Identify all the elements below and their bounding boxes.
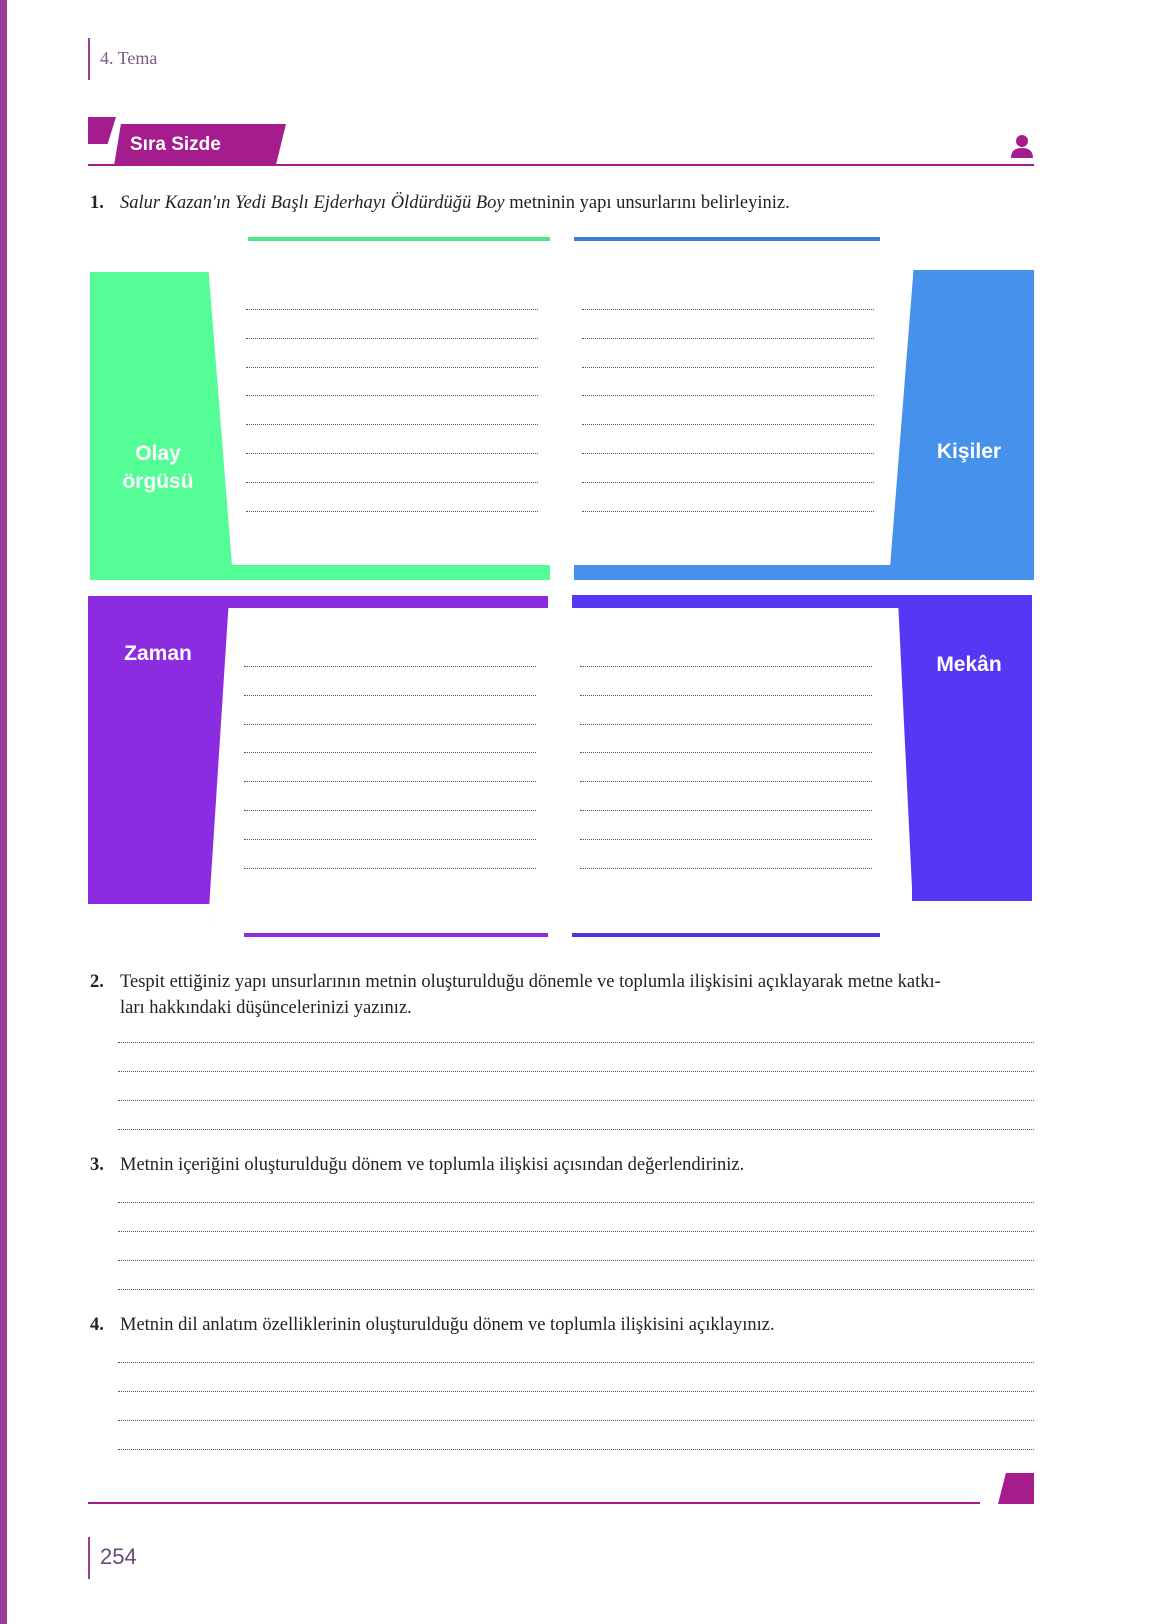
answer-card[interactable] <box>572 608 912 934</box>
answer-line <box>246 482 538 483</box>
section-banner-accent <box>88 117 116 144</box>
answer-line <box>246 511 538 512</box>
panel-bottom-bar <box>572 933 880 937</box>
question-2 <box>90 969 1040 1021</box>
answer-line[interactable] <box>118 1391 1034 1392</box>
answer-line <box>582 395 874 396</box>
question-text: metninin yapı unsurlarını belirleyiniz. <box>504 193 790 213</box>
answer-line <box>244 810 536 811</box>
answer-card[interactable] <box>208 241 550 565</box>
theme-label: 4. Tema <box>100 48 158 68</box>
page-number: 254 <box>100 1544 137 1569</box>
answer-line <box>244 724 536 725</box>
panel-label: Kişiler <box>936 440 1002 463</box>
answer-line[interactable] <box>118 1260 1034 1261</box>
answer-line[interactable] <box>118 1071 1034 1072</box>
answer-line <box>244 781 536 782</box>
question-number: 2. <box>90 972 104 992</box>
answer-line <box>582 424 874 425</box>
answer-line <box>580 839 872 840</box>
answer-line[interactable] <box>118 1289 1034 1290</box>
question-3 <box>90 1152 1040 1178</box>
answer-line[interactable] <box>118 1449 1034 1450</box>
question-4 <box>90 1312 1040 1338</box>
label-line: örgüsü <box>122 470 194 493</box>
section-underline <box>88 164 1034 166</box>
answer-line[interactable] <box>118 1202 1034 1203</box>
answer-line <box>580 752 872 753</box>
question-number: 4. <box>90 1315 104 1335</box>
panel-top-bar <box>248 237 550 241</box>
question-1 <box>90 190 1040 216</box>
panel-label: Zaman <box>124 642 192 665</box>
answer-line <box>244 868 536 869</box>
question-text: Metnin içeriğini oluşturulduğu dönem ve toplumla ilişkisi açısından değerlendiriniz. <box>120 1155 745 1175</box>
panel-label <box>110 440 206 496</box>
answer-line <box>580 695 872 696</box>
question-number: 3. <box>90 1155 104 1175</box>
answer-line[interactable] <box>118 1231 1034 1232</box>
answer-line <box>582 453 874 454</box>
answer-line[interactable] <box>118 1420 1034 1421</box>
answer-line <box>244 695 536 696</box>
question-text: Tespit ettiğiniz yapı unsurlarının metnin oluşturulduğu dönemle ve toplumla ilişkisini açıklayarak metne katkı- <box>120 972 941 992</box>
answer-line <box>244 839 536 840</box>
panel-label: Mekân <box>936 653 1002 676</box>
answer-line[interactable] <box>118 1129 1034 1130</box>
answer-line <box>244 752 536 753</box>
label-line: Olay <box>135 442 181 465</box>
answer-line <box>582 482 874 483</box>
answer-line <box>244 666 536 667</box>
answer-line <box>246 453 538 454</box>
answer-line <box>580 666 872 667</box>
answer-line <box>580 810 872 811</box>
footer-tab <box>998 1473 1034 1504</box>
panel-bottom-bar <box>244 933 548 937</box>
answer-line <box>246 367 538 368</box>
answer-line <box>246 395 538 396</box>
answer-line <box>582 367 874 368</box>
answer-line <box>582 511 874 512</box>
question-text: Metnin dil anlatım özelliklerinin oluşturulduğu dönem ve toplumla ilişkisini açıklayınız. <box>120 1315 775 1335</box>
answer-line <box>582 309 874 310</box>
answer-line <box>580 724 872 725</box>
answer-line <box>246 309 538 310</box>
answer-line <box>580 868 872 869</box>
answer-line[interactable] <box>118 1100 1034 1101</box>
answer-line[interactable] <box>118 1042 1034 1043</box>
question-text: ları hakkındaki düşüncelerinizi yazınız. <box>120 998 412 1018</box>
answer-line <box>246 424 538 425</box>
answer-line <box>582 338 874 339</box>
text-title: Salur Kazan'ın Yedi Başlı Ejderhayı Öldürdüğü Boy <box>120 193 505 213</box>
question-number: 1. <box>90 193 104 213</box>
answer-line <box>580 781 872 782</box>
answer-card[interactable] <box>574 241 914 565</box>
answer-line <box>246 338 538 339</box>
answer-line[interactable] <box>118 1362 1034 1363</box>
footer-line <box>88 1502 980 1504</box>
left-edge-strip <box>0 0 7 1624</box>
section-title: Sıra Sizde <box>130 134 221 155</box>
header-divider <box>88 38 90 80</box>
person-icon <box>1010 134 1034 160</box>
answer-card[interactable] <box>208 608 548 934</box>
footer-divider <box>88 1537 90 1579</box>
panel-top-bar <box>574 237 880 241</box>
